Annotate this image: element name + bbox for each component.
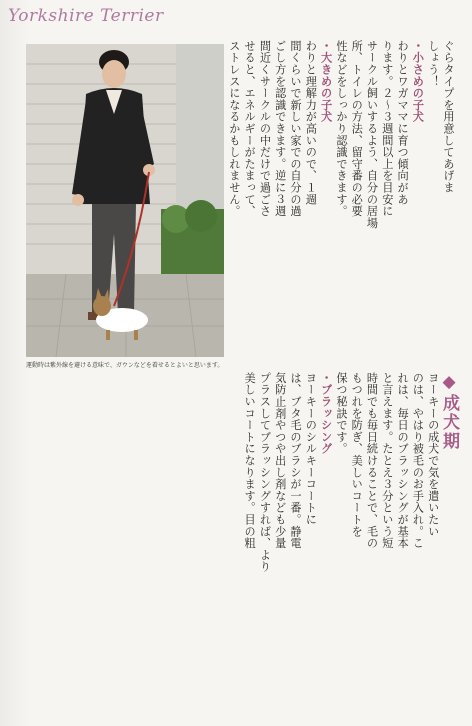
section-heading-adult: ◆成犬期	[439, 372, 459, 451]
lower-body-text-adult	[242, 372, 459, 702]
text-line: しょう！	[426, 40, 440, 88]
text-line: ストレスになるかもしれません。	[227, 40, 241, 217]
subhead-small-puppy: ・小さめの子犬	[411, 40, 425, 123]
text-line: 美しいコートになります。目の粗	[243, 372, 257, 549]
text-line: ごし方を認識できます。逆に３週	[273, 40, 287, 217]
text-line: 所、トイレの方法、留守番の必要	[350, 40, 364, 217]
diamond-icon: ◆	[439, 372, 459, 394]
text-line: 時間でも毎日続けることで、毛の	[365, 372, 379, 549]
series-title: Yorkshire Terrier	[8, 6, 164, 26]
upper-body-text	[227, 40, 456, 358]
text-line: プラスしてブラッシングすれば、より	[258, 372, 272, 573]
text-line: のは、やはり被毛のお手入れ。こ	[411, 372, 425, 549]
text-line: せると、エネルギーがたまって、	[243, 40, 257, 217]
subhead-brushing: ・ブラッシング	[319, 372, 333, 455]
photo-woman-walking-yorkie	[26, 44, 224, 357]
photo-illustration	[26, 44, 224, 357]
text-line: 気防止剤やつや出し剤なども少量	[273, 372, 287, 549]
text-line: 間くらいで新しい家での自分の過	[289, 40, 303, 217]
text-line: と言えます。たとえ３分という短	[380, 372, 394, 549]
subhead-large-puppy: ・大きめの子犬	[319, 40, 333, 123]
text-line: もつれを防ぎ、美しいコートを	[350, 372, 364, 538]
photo-caption: 運動時は紫外線を避ける意味で、ガウンなどを着せるとよいと思います。	[26, 362, 224, 369]
text-line: サークル飼いするよう、自分の居場	[365, 40, 379, 229]
text-line: は、ブタ毛のブラシが一番。静電	[289, 372, 303, 549]
text-line: 間近くサークルの中だけで過ごさ	[258, 40, 272, 217]
text-line: ぐらタイプを用意してあげま	[442, 40, 455, 194]
text-line: ヨーキーの成犬で気を遣いたい	[426, 372, 440, 538]
text-line: わりとワガママに育つ傾向があ	[396, 40, 410, 206]
text-line: わりと理解力が高いので、１週	[304, 40, 318, 206]
text-line: ヨーキーのシルキーコートに	[304, 372, 318, 526]
text-line: 性などをしっかり認識できます。	[334, 40, 348, 217]
text-line: れは、毎日のブラッシングが基本	[396, 372, 410, 549]
text-line: 保つ秘訣です。	[334, 372, 348, 455]
text-line: ります。２～３週間以上を目安に	[380, 40, 394, 217]
